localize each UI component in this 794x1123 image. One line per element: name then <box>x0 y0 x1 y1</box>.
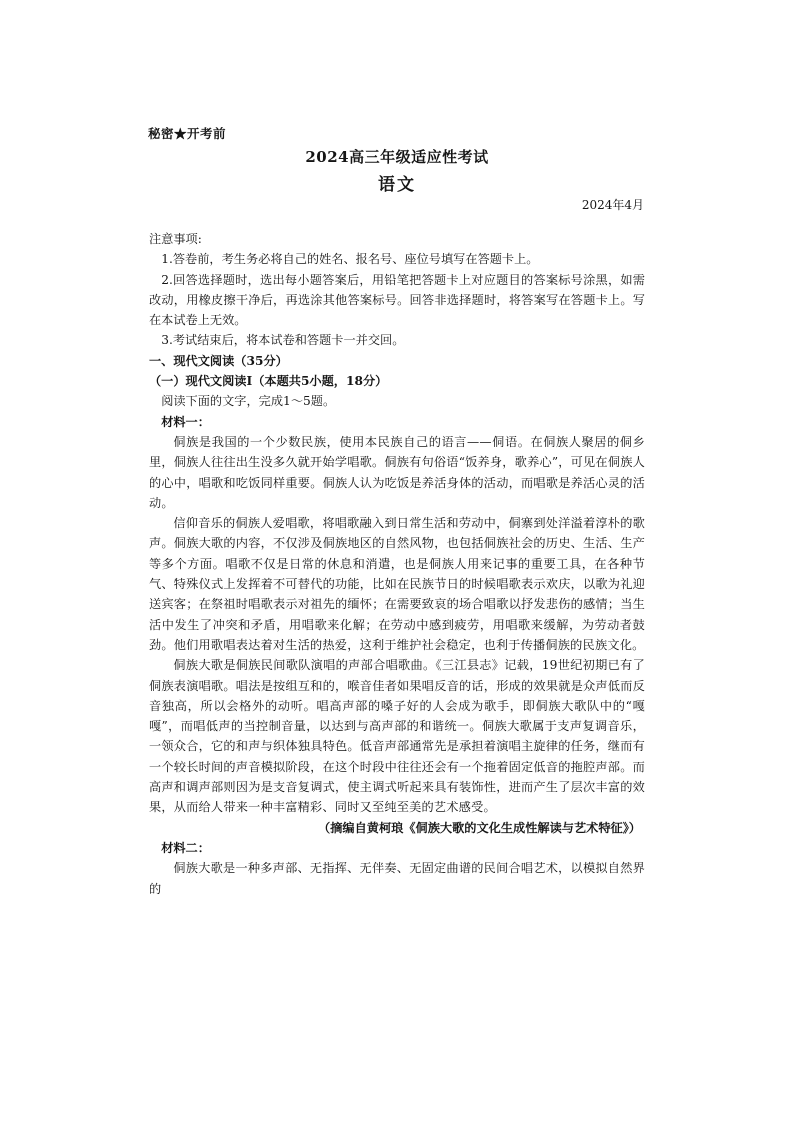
section-instruction: 阅读下面的文字，完成1～5题。 <box>161 394 336 409</box>
note-item-1: 1.答卷前，考生务必将自己的姓名、报名号、座位号填写在答题卡上。 <box>161 252 539 267</box>
exam-title: 2024高三年级适应性考试 <box>305 148 489 166</box>
material2-paragraph: 侗族大歌是一种多声部、无指挥、无伴奏、无固定曲谱的民间合唱艺术，以模拟自然界的 <box>149 861 645 896</box>
material1-paragraph-1: 侗族是我国的一个少数民族，使用本民族自己的语言——侗语。在侗族人聚居的侗乡里，侗族人往往出生没多久就开始学唱歌。侗族有句俗语“饭养身，歌养心”，可见在侗族人的心中，唱歌和吃饭同样重要。侗族人认为吃饭是养活身体的活动，而唱歌是养活心灵的活动。 <box>149 434 645 510</box>
note-item-2: 2.回答选择题时，选出每小题答案后，用铅笔把答题卡上对应题目的答案标号涂黑，如需改动，用橡皮擦干净后，再选涂其他答案标号。回答非选择题时，将答案写在答题卡上。写在本试卷上无效。 <box>149 272 645 328</box>
exam-body <box>149 229 645 899</box>
material1-paragraph-3: 侗族大歌是侗族民间歌队演唱的声部合唱歌曲。《三江县志》记载，19世纪初期已有了侗族表演唱歌。唱法是按组互和的，喉音佳者如果唱反音的话，形成的效果就是众声低而反音独高，所以会格外的动听。唱高声部的嗓子好的人会成为歌手，即侗族大歌队中的“嘎嘎”，而唱低声的当控制音量，以达到与高声部的和谐统一。侗族大歌属于支声复调音乐，一领众合，它的和声与织体独具特色。低音声部通常先是承担着演唱主旋律的任务，继而有一个较长时间的声音模拟阶段，在这个时段中往往还会有一个拖着固定低音的拖腔声部。而高声和调声部则因为是支音复调式，使主调式听起来具有装饰性，进而产生了层次丰富的效果，从而给人带来一种丰富精彩、同时又至纯至美的艺术感受。 <box>149 658 645 815</box>
section-title: 一、现代文阅读（35分） <box>149 353 288 368</box>
section-subtitle: （一）现代文阅读Ⅰ（本题共5小题，18分） <box>149 374 388 389</box>
material1-label: 材料一： <box>161 414 210 429</box>
material2-label: 材料二： <box>161 840 210 855</box>
secret-label: 秘密★开考前 <box>148 126 227 141</box>
material1-paragraph-2: 信仰音乐的侗族人爱唱歌，将唱歌融入到日常生活和劳动中，侗寨到处洋溢着淳朴的歌声。侗族大歌的内容，不仅涉及侗族地区的自然风物，也包括侗族社会的历史、生活、生产等多个方面。唱歌不仅是日常的休息和消遣，也是侗族人用来记事的重要工具，在各种节气、特殊仪式上发挥着不可替代的功能，比如在民族节日的时候唱歌表示欢庆，以歌为礼迎送宾客；在祭祖时唱歌表示对祖先的缅怀；在需要致哀的场合唱歌以抒发悲伤的感情；当生活中发生了冲突和矛盾，用唱歌来化解；在劳动中感到疲劳，用唱歌来缓解，为劳动者鼓劲。他们用歌唱表达着对生活的热爱，这利于维护社会稳定，也利于传播侗族的民族文化。 <box>149 516 645 652</box>
material1-source: （摘编自黄柯琅《侗族大歌的文化生成性解读与艺术特征》） <box>318 820 641 835</box>
note-item-3: 3.考试结束后，将本试卷和答题卡一并交回。 <box>161 333 405 348</box>
subject-title: 语文 <box>378 175 416 195</box>
exam-date: 2024年4月 <box>581 198 644 212</box>
notes-heading: 注意事项: <box>149 232 202 246</box>
